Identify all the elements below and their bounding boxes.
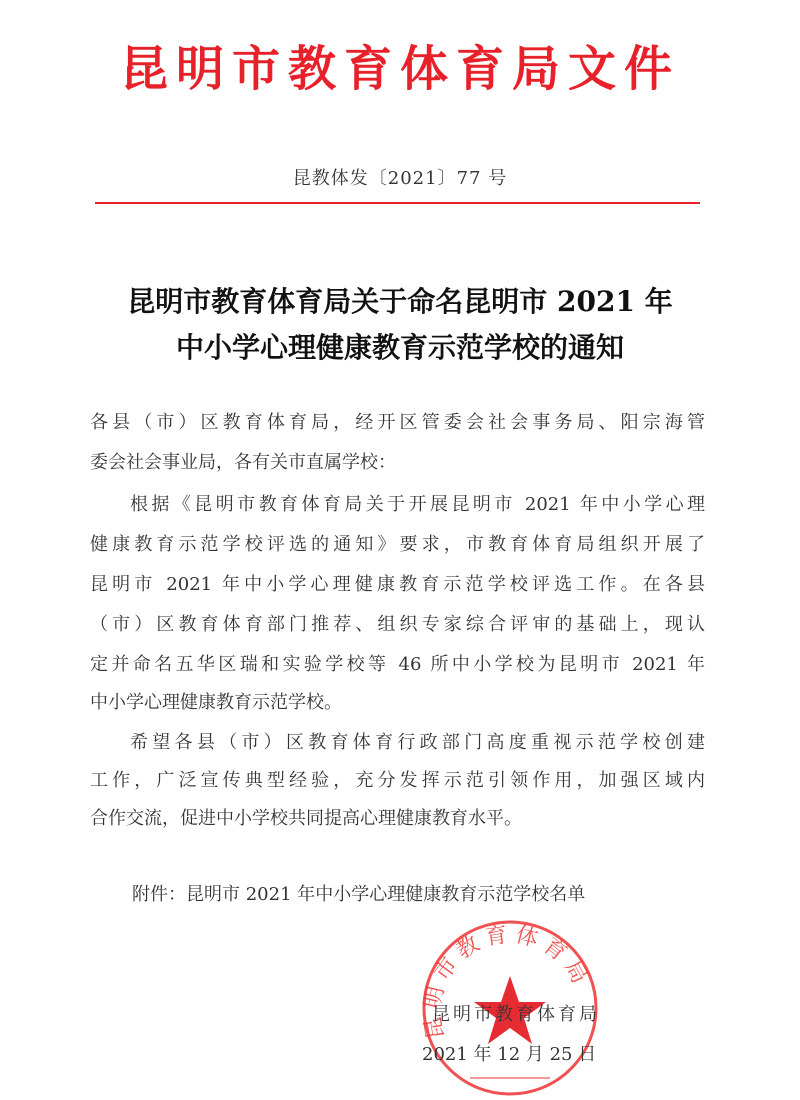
- body-line: 定并命名五华区瑞和实验学校等 46 所中小学校为昆明市 2021 年: [90, 654, 705, 675]
- body-line: 中小学心理健康教育示范学校。: [90, 692, 342, 713]
- body-line: 合作交流，促进中小学校共同提高心理健康教育水平。: [90, 808, 522, 829]
- signature-date: 2021 年 12 月 25 日: [422, 1044, 597, 1065]
- body-line: 根据《昆明市教育体育局关于开展昆明市 2021 年中小学心理: [130, 494, 705, 515]
- body-line: 健康教育示范学校评选的通知》要求，市教育体育局组织开展了: [90, 534, 705, 555]
- header-divider: [95, 202, 700, 204]
- document-header-title: 昆明市教育体育局文件: [119, 41, 680, 97]
- body-line: 各县（市）区教育体育局，经开区管委会社会事务局、阳宗海管: [90, 412, 705, 433]
- signature-organization: 昆明市教育体育局: [432, 1004, 600, 1025]
- document-title-line-2: 中小学心理健康教育示范学校的通知: [175, 331, 624, 364]
- document-number: 昆教体发〔2021〕77 号: [292, 168, 508, 189]
- seal-text: 昆明市教育体育局: [420, 921, 595, 1041]
- body-line: 工作，广泛宣传典型经验，充分发挥示范引领作用，加强区域内: [90, 770, 705, 791]
- body-line: 昆明市 2021 年中小学心理健康教育示范学校评选工作。在各县: [90, 574, 705, 595]
- attachment-line: 附件：昆明市 2021 年中小学心理健康教育示范学校名单: [132, 884, 586, 905]
- body-line: 希望各县（市）区教育体育行政部门高度重视示范学校创建: [130, 732, 705, 753]
- document-title-line-1: 昆明市教育体育局关于命名昆明市 2021 年: [127, 285, 673, 318]
- body-line: （市）区教育体育部门推荐、组织专家综合评审的基础上，现认: [90, 614, 705, 635]
- body-line: 委会社会事业局，各有关市直属学校：: [90, 452, 396, 473]
